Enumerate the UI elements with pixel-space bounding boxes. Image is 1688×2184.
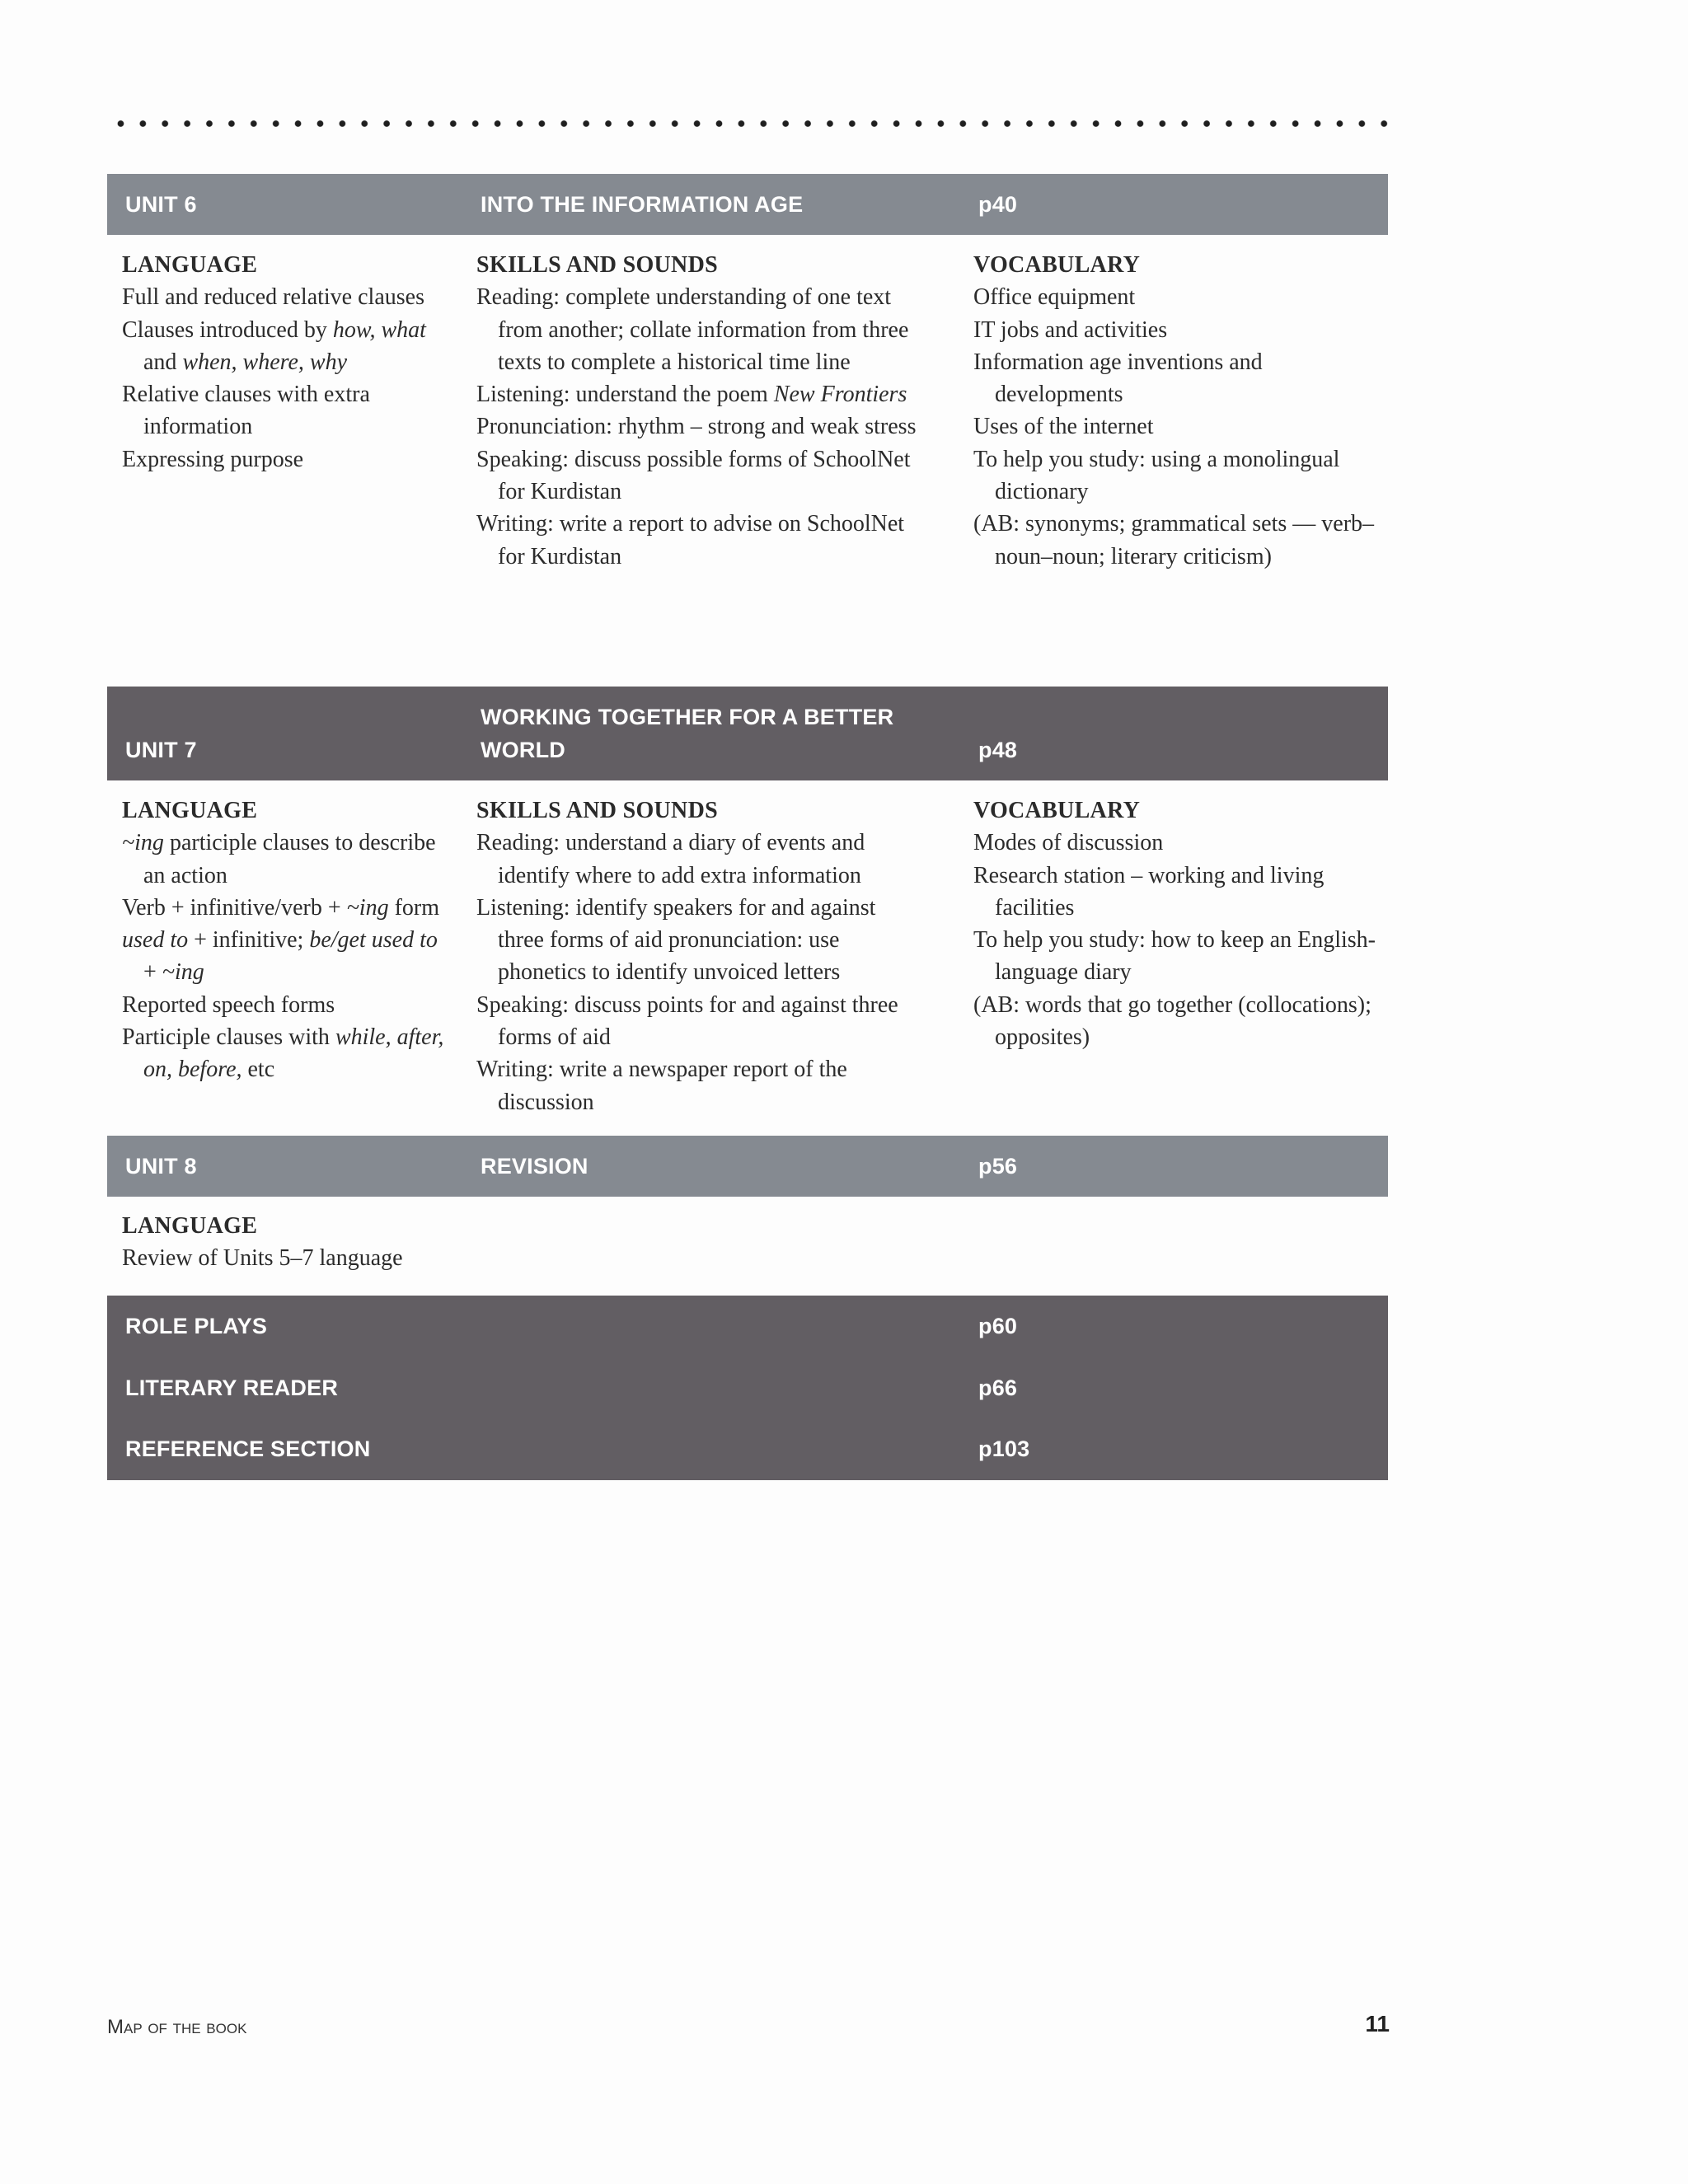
language-heading: LANGUAGE	[122, 1213, 258, 1239]
skills-heading: SKILLS AND SOUNDS	[476, 252, 718, 278]
list-item: Relative clauses with extra information	[122, 382, 370, 440]
extras-page: p66	[978, 1376, 1018, 1400]
list-item: Clauses introduced by how, what and when, where, why	[122, 316, 426, 375]
list-item: Office equipment	[973, 284, 1136, 311]
list-item: Research station – working and living facilities	[973, 862, 1325, 921]
language-heading: LANGUAGE	[122, 798, 258, 823]
list-item: Modes of discussion	[973, 830, 1164, 856]
unit-title: INTO THE INFORMATION AGE	[481, 192, 804, 217]
language-list	[122, 281, 452, 476]
list-item: IT jobs and activities	[973, 316, 1168, 343]
extras-band	[107, 1296, 1388, 1480]
italic-term: ~ing	[162, 959, 204, 986]
extras-label: LITERARY READER	[125, 1376, 339, 1400]
list-item: Full and reduced relative clauses	[122, 284, 424, 311]
unit-page: p56	[978, 1154, 1018, 1179]
list-item: Review of Units 5–7 language	[122, 1245, 403, 1272]
unit-title: REVISION	[481, 1154, 588, 1179]
italic-term: be/get used to	[309, 927, 438, 954]
list-item: To help you study: how to keep an English-language diary	[973, 927, 1376, 986]
vocabulary-heading: VOCABULARY	[973, 252, 1141, 278]
unit-6-header	[107, 174, 1388, 235]
extras-label: ROLE PLAYS	[125, 1314, 268, 1338]
unit-6-vocabulary	[973, 249, 1386, 573]
list-item: Reading: understand a diary of events and identify where to add extra information	[476, 830, 865, 888]
list-item: used to + infinitive; be/get used to + ~ing	[122, 927, 438, 986]
italic-term: when, where, why	[182, 349, 348, 375]
italic-term: while, after, on, before,	[143, 1024, 444, 1083]
list-item: Speaking: discuss points for and against three forms of aid	[476, 991, 898, 1051]
list-item: Reported speech forms	[122, 991, 335, 1018]
unit-7-language	[122, 794, 452, 1086]
list-item: Writing: write a newspaper report of the discussion	[476, 1057, 847, 1115]
vocabulary-list	[973, 281, 1386, 573]
italic-term: New Frontiers	[773, 382, 907, 408]
extras-page: p103	[978, 1436, 1030, 1461]
skills-heading: SKILLS AND SOUNDS	[476, 798, 718, 823]
list-item: Listening: understand the poem New Frontiers	[476, 382, 907, 408]
page-number: 11	[1365, 2011, 1390, 2036]
unit-page: p48	[978, 738, 1018, 762]
list-item: Participle clauses with while, after, on, before, etc	[122, 1024, 444, 1083]
italic-term: used to	[122, 927, 189, 954]
unit-label: UNIT 8	[125, 1154, 197, 1179]
unit-title-line-1: WORKING TOGETHER FOR A BETTER	[481, 705, 894, 729]
unit-6-skills	[476, 249, 921, 573]
list-item: (AB: synonyms; grammatical sets — verb–noun–noun; literary criticism)	[973, 511, 1375, 569]
unit-6-language	[122, 249, 452, 476]
unit-label: UNIT 6	[125, 192, 197, 217]
unit-page: p40	[978, 192, 1018, 217]
skills-list	[476, 827, 926, 1118]
language-list	[122, 827, 452, 1085]
dotted-rule	[110, 120, 1389, 128]
extras-label: REFERENCE SECTION	[125, 1436, 371, 1461]
list-item: Listening: identify speakers for and against three forms of aid pronunciation: use phonetics to identify unvoiced letters	[476, 894, 876, 986]
language-list	[122, 1242, 584, 1274]
language-heading: LANGUAGE	[122, 252, 258, 278]
list-item: Speaking: discuss possible forms of SchoolNet for Kurdistan	[476, 446, 911, 505]
footer-section-title: Map of the book	[107, 2016, 247, 2038]
list-item: Expressing purpose	[122, 446, 304, 472]
list-item: To help you study: using a monolingual dictionary	[973, 446, 1340, 505]
extras-page: p60	[978, 1314, 1018, 1338]
unit-title-line-2: WORLD	[481, 738, 565, 762]
list-item: (AB: words that go together (collocations); opposites)	[973, 991, 1372, 1051]
list-item: Pronunciation: rhythm – strong and weak stress	[476, 414, 917, 440]
unit-label: UNIT 7	[125, 738, 197, 762]
unit-7-skills	[476, 794, 926, 1118]
list-item: Reading: complete understanding of one text from another; collate information from three texts to complete a historical time line	[476, 284, 909, 375]
unit-7-header	[107, 687, 1388, 780]
italic-term: ~ing	[346, 894, 389, 921]
unit-7-vocabulary	[973, 794, 1386, 1053]
list-item: Information age inventions and developments	[973, 349, 1263, 408]
list-item: ~ing participle clauses to describe an action	[122, 830, 436, 888]
unit-8-header	[107, 1136, 1388, 1197]
list-item: Writing: write a report to advise on SchoolNet for Kurdistan	[476, 511, 905, 569]
italic-term: how, what	[332, 316, 426, 343]
italic-term: ~ing	[122, 830, 164, 856]
vocabulary-heading: VOCABULARY	[973, 798, 1141, 823]
list-item: Verb + infinitive/verb + ~ing form	[122, 894, 440, 921]
vocabulary-list	[973, 827, 1386, 1053]
list-item: Uses of the internet	[973, 414, 1154, 440]
skills-list	[476, 281, 921, 573]
unit-8-language	[122, 1210, 584, 1275]
